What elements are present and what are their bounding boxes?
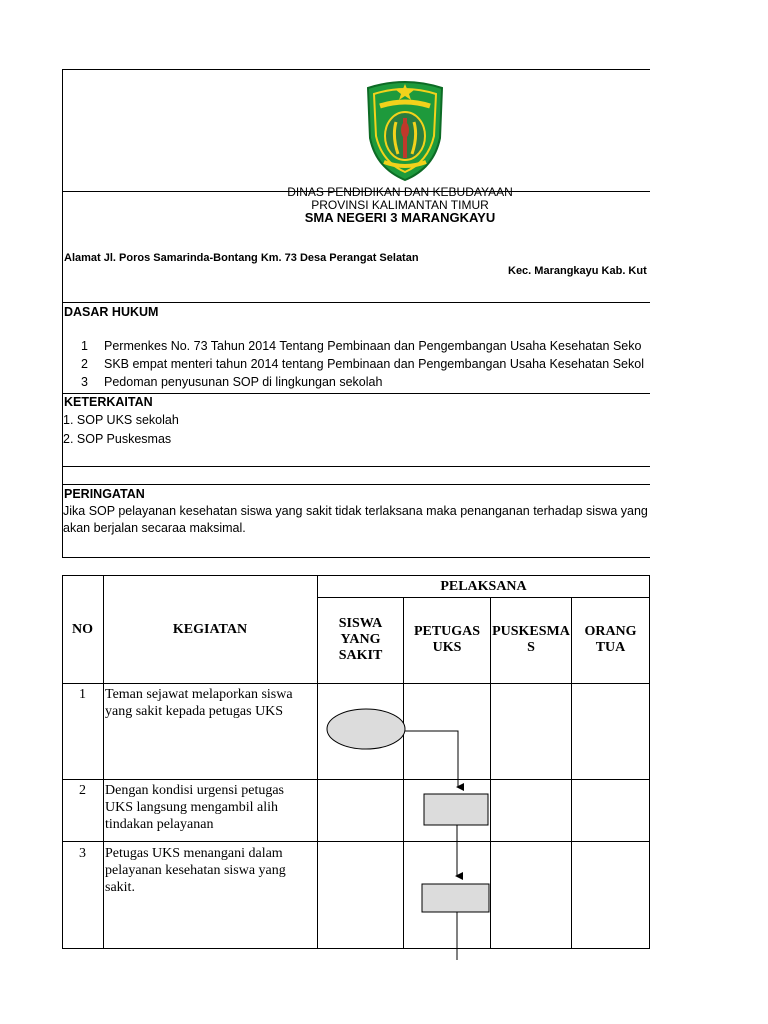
school-district: Kec. Marangkayu Kab. Kut bbox=[508, 265, 647, 277]
flow-start-terminator bbox=[327, 709, 405, 749]
table-row-number: 3 bbox=[79, 846, 86, 861]
column-header-orang-tua: ORANG TUA bbox=[584, 624, 637, 655]
peringatan-text-line2: akan berjalan secaraa maksimal. bbox=[63, 521, 246, 535]
keterkaitan-item: 2. SOP Puskesmas bbox=[63, 432, 172, 446]
peringatan-title: PERINGATAN bbox=[64, 487, 145, 501]
column-header-no: NO bbox=[72, 622, 93, 637]
flow-process-box bbox=[422, 884, 489, 912]
peringatan-text-line1: Jika SOP pelayanan kesehatan siswa yang sakit tidak terlaksana maka penanganan terhadap siswa yang bbox=[63, 504, 648, 518]
column-header-puskesmas: PUSKESMA S bbox=[492, 624, 570, 655]
column-header-siswa: SISWA YANG SAKIT bbox=[338, 616, 383, 663]
column-header-kegiatan: KEGIATAN bbox=[172, 622, 248, 637]
dasar-hukum-item: 3 Pedoman penyusunan SOP di lingkungan sekolah bbox=[81, 375, 383, 389]
agency-name-line1: DINAS PENDIDIKAN DAN KEBUDAYAAN bbox=[287, 186, 513, 198]
school-name: SMA NEGERI 3 MARANGKAYU bbox=[304, 210, 496, 225]
table-row-kegiatan: Petugas UKS menangani dalam pelayanan kesehatan siswa yang sakit. bbox=[105, 846, 286, 895]
dasar-hukum-item: 2 SKB empat menteri tahun 2014 tentang Pembinaan dan Pengembangan Usaha Kesehatan Sekol bbox=[81, 357, 644, 371]
table-row-kegiatan: Teman sejawat melaporkan siswa yang sakit kepada petugas UKS bbox=[105, 687, 293, 719]
keterkaitan-item: 1. SOP UKS sekolah bbox=[63, 413, 179, 427]
table-row-kegiatan: Dengan kondisi urgensi petugas UKS langsung mengambil alih tindakan pelayanan bbox=[105, 783, 284, 832]
column-header-petugas-uks: PETUGAS UKS bbox=[413, 624, 481, 655]
dasar-hukum-item: 1 Permenkes No. 73 Tahun 2014 Tentang Pembinaan dan Pengembangan Usaha Kesehatan Seko bbox=[81, 339, 642, 353]
agency-name-line2: PROVINSI KALIMANTAN TIMUR bbox=[311, 199, 489, 210]
table-row-number: 1 bbox=[79, 687, 86, 702]
flow-process-box bbox=[424, 794, 488, 825]
keterkaitan-title: KETERKAITAN bbox=[64, 395, 153, 409]
table-row-number: 2 bbox=[79, 783, 86, 798]
school-address: Alamat Jl. Poros Samarinda-Bontang Km. 73 Desa Perangat Selatan bbox=[64, 252, 419, 264]
dasar-hukum-title: DASAR HUKUM bbox=[64, 305, 159, 319]
column-header-pelaksana: PELAKSANA bbox=[440, 579, 527, 594]
flow-connector-arrow bbox=[405, 731, 458, 787]
